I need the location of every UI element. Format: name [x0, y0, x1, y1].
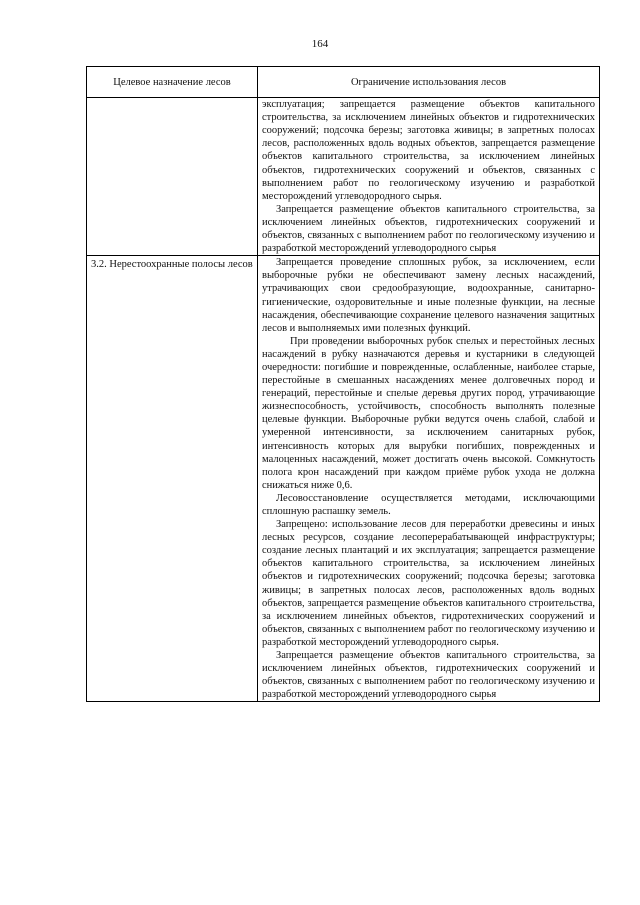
table-header-row: [87, 67, 600, 98]
restrictions-cell: [258, 98, 600, 256]
restrictions-cell: [258, 256, 600, 702]
restriction-paragraph: Лесовосстановление осуществляется методами, исключающими сплошную распашку земель.: [262, 492, 595, 517]
table-row: [87, 98, 600, 256]
page-number: 164: [311, 38, 329, 50]
header-restrictions: Ограничение использования лесов: [258, 67, 600, 98]
restriction-paragraph: Запрещено: использование лесов для переработки древесины и иных лесных ресурсов, создание лесоперерабатывающей инфраструктуры; создание лесных плантаций и их эксплуатация; запрещается размещение объектов капитального строительства, за исключением линейных объектов и гидротехнических сооружений; подсочка березы; заготовка живицы; в запретных полосах лесов, расположенных вдоль водных объектов, запрещается размещение объектов капитального строительства, за исключением линейных объектов, гидротехнических сооружений и объектов, связанных с выполнением работ по геологическому изучению и разработкой месторождений углеводородного сырья.: [262, 519, 595, 648]
header-purpose: Целевое назначение лесов: [87, 67, 258, 98]
restriction-paragraph: При проведении выборочных рубок спелых и перестойных лесных насаждений в рубку назначаются деревья и кустарники в следующей очередности: погибшие и поврежденные, ослабленные, наиболее старые, перестойные в смешанных насаждениях менее долговечных пород и генераций, перестойные и спелые деревья других пород, утрачивающие жизнеспособность, устойчивость, способность выполнять полезные целевые функции. Выборочные рубки ведутся очень слабой, слабой и умеренной интенсивности, за исключением санитарных рубок, интенсивность которых для вырубки погибших, поврежденных и малоценных насаждений, может достигать очень высокой. Сомкнутость полога крон насаждений при каждом приёме рубок ухода не должна снижаться ниже 0,6.: [262, 335, 595, 491]
table-row: [87, 256, 600, 702]
restriction-paragraph: Запрещается размещение объектов капитального строительства, за исключением линейных объектов, гидротехнических сооружений и объектов, связанных с выполнением работ по геологическому изучению и разработкой месторождений углеводородного сырья: [262, 203, 595, 255]
restriction-paragraph: Запрещается размещение объектов капитального строительства, за исключением линейных объектов, гидротехнических сооружений и объектов, связанных с выполнением работ по геологическому изучению и разработкой месторождений углеводородного сырья: [262, 650, 595, 701]
restrictions-table: [86, 66, 600, 702]
purpose-cell: 3.2. Нерестоохранные полосы лесов: [87, 256, 258, 702]
restriction-paragraph: Запрещается проведение сплошных рубок, за исключением, если выборочные рубки не обеспечивают замену лесных насаждений, утрачивающих свои средообразующие, водоохранные, санитарно-гигиенические, оздоровительные и иные полезные функции, на лесные насаждения, обеспечивающие сохранение целевого назначения защитных лесов и выполняемых ими полезных функций.: [262, 257, 595, 334]
purpose-cell: [87, 98, 258, 256]
restriction-paragraph: эксплуатация; запрещается размещение объектов капитального строительства, за исключением линейных объектов и гидротехнических сооружений; подсочка березы; заготовка живицы; в запретных полосах лесов, расположенных вдоль водных объектов, запрещается размещение объектов капитального строительства, за исключением линейных объектов, гидротехнических сооружений и объектов, связанных с выполнением работ по геологическому изучению и разработкой месторождений углеводородного сырья.: [262, 99, 595, 202]
